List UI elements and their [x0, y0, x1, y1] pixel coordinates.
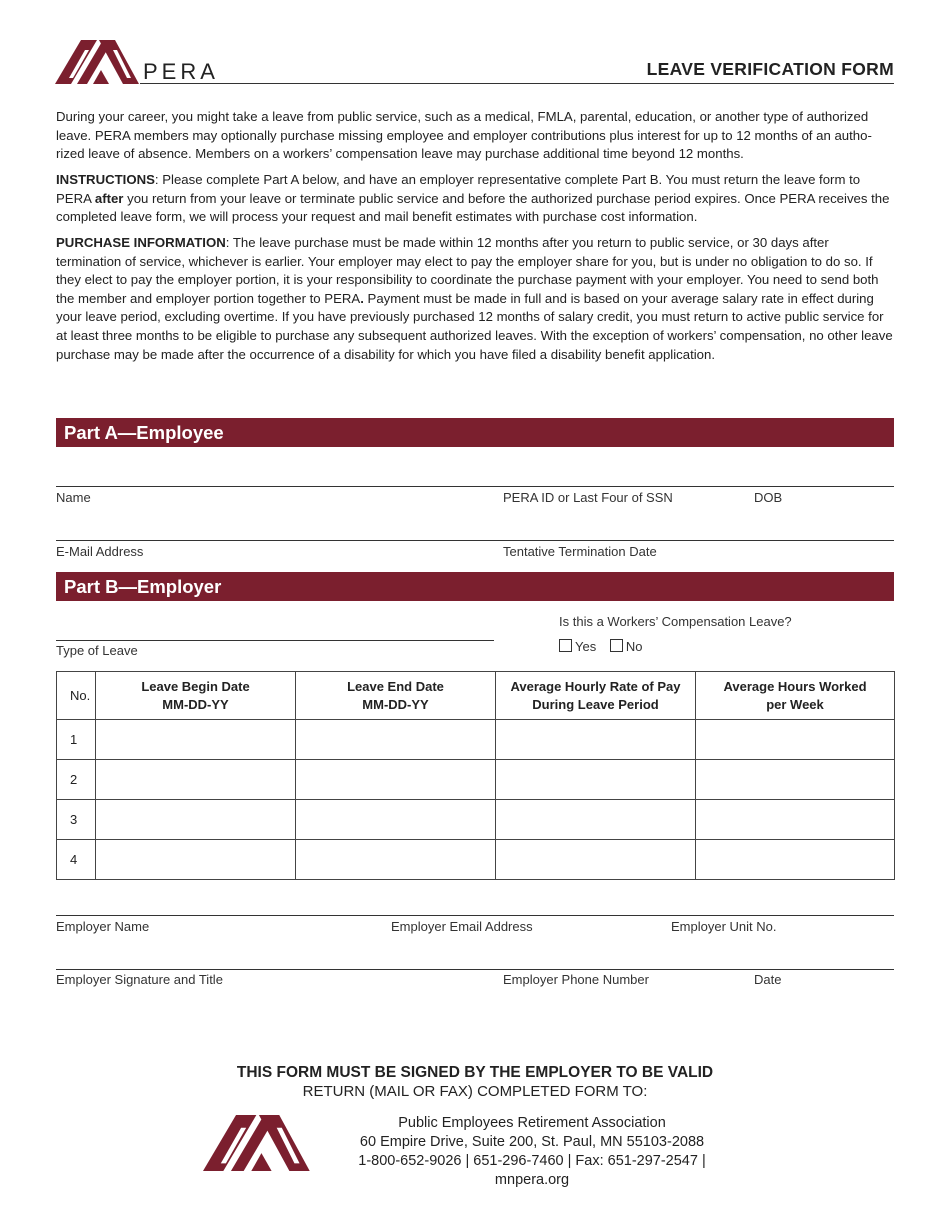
workers-comp-question: Is this a Workers’ Compensation Leave?: [559, 614, 792, 629]
end-date-cell[interactable]: [296, 760, 496, 800]
header-rule: [140, 83, 894, 84]
org-name: Public Employees Retirement Association: [398, 1115, 666, 1131]
table-row: [57, 800, 895, 840]
purchase-paragraph: PURCHASE INFORMATION: The leave purchase must be made within 12 months after you return to public service, or 30 days after termination of service, whichever is earlier. Your employer may elect to pay the employer share for you, but is under no obligation to do so. If they elect to pay the employer portion, it is your responsibility to coordinate the purchase payment with your employer. You need to send both the member and employer portion together to PERA. Payment must be made in full and is based on your average salary rate in effect during your leave period, excluding overtime. If you have previously purchased 12 months of salary credit, you must return to active public service for at least three months to be eligible to purchase any subsequent authorized leaves. With the exception of workers’ compensation, no other leave purchase may be made after the occurrence of a disability for which you have filed a disability benefit application.: [56, 235, 893, 362]
yes-checkbox[interactable]: [559, 639, 572, 652]
hourly-rate-cell[interactable]: [496, 840, 696, 880]
end-date-cell[interactable]: [296, 840, 496, 880]
instructions-label: INSTRUCTIONS: [56, 172, 155, 187]
row-number: 4: [57, 840, 96, 880]
part-b-header: Part B—Employer: [56, 572, 894, 601]
logo-wordmark: PERA: [143, 59, 219, 84]
col-end-header: Leave End Date MM-DD-YY: [296, 672, 496, 720]
hours-cell[interactable]: [696, 760, 895, 800]
name-field[interactable]: [56, 486, 894, 487]
part-a-header: Part A—Employee: [56, 418, 894, 447]
signature-label: Employer Signature and Title: [56, 972, 223, 987]
must-sign-notice: THIS FORM MUST BE SIGNED BY THE EMPLOYER TO BE VALID: [236, 1064, 714, 1081]
hourly-rate-cell[interactable]: [496, 720, 696, 760]
end-date-cell[interactable]: [296, 800, 496, 840]
pera-id-label: PERA ID or Last Four of SSN: [503, 490, 673, 505]
col-begin-header: Leave Begin Date MM-DD-YY: [96, 672, 296, 720]
hours-cell[interactable]: [696, 800, 895, 840]
begin-date-cell[interactable]: [96, 720, 296, 760]
name-label: Name: [56, 490, 91, 505]
no-checkbox[interactable]: [610, 639, 623, 652]
termination-date-label: Tentative Termination Date: [503, 544, 657, 559]
hours-cell[interactable]: [696, 720, 895, 760]
end-date-cell[interactable]: [296, 720, 496, 760]
dob-label: DOB: [754, 490, 783, 505]
pera-logo-icon: [203, 1112, 311, 1174]
table-row: [57, 760, 895, 800]
begin-date-cell[interactable]: [96, 840, 296, 880]
hourly-rate-cell[interactable]: [496, 760, 696, 800]
pera-logo-icon: [55, 38, 140, 86]
employer-name-field[interactable]: [56, 915, 894, 916]
row-number: 3: [57, 800, 96, 840]
hourly-rate-cell[interactable]: [496, 800, 696, 840]
employer-email-label: Employer Email Address: [391, 919, 533, 934]
email-field[interactable]: [56, 540, 894, 541]
table-row: [57, 840, 895, 880]
col-no-header: No.: [57, 672, 96, 720]
footer-address-block: [322, 1114, 742, 1190]
type-of-leave-field[interactable]: [56, 640, 494, 641]
begin-date-cell[interactable]: [96, 800, 296, 840]
employer-name-label: Employer Name: [56, 919, 150, 934]
org-contact: 1-800-652-9026 | 651-296-7460 | Fax: 651-297-2547 | mnpera.org: [358, 1153, 706, 1188]
signature-field[interactable]: [56, 969, 894, 970]
purchase-label: PURCHASE INFORMATION: [56, 235, 226, 250]
col-rate-header: Average Hourly Rate of Pay During Leave Period: [496, 672, 696, 720]
intro-paragraph: During your career, you might take a leave from public service, such as a medical, FMLA, parental, education, or another type of authorized leave. PERA members may optionally purchase missing employee and employer contributions plus interest for up to 12 months of an autho-rized leave of absence. Members on a workers’ compensation leave may purchase additional time beyond 12 months.: [56, 109, 872, 162]
begin-date-cell[interactable]: [96, 760, 296, 800]
hours-cell[interactable]: [696, 840, 895, 880]
row-number: 1: [57, 720, 96, 760]
employer-unit-label: Employer Unit No.: [671, 919, 777, 934]
table-header-row: [57, 672, 895, 720]
org-address: 60 Empire Drive, Suite 200, St. Paul, MN 55103-2088: [359, 1134, 705, 1150]
no-label: No: [625, 639, 643, 654]
col-hours-header: Average Hours Worked per Week: [696, 672, 895, 720]
form-title: LEAVE VERIFICATION FORM: [646, 59, 894, 79]
email-label: E-Mail Address: [56, 544, 144, 559]
phone-label: Employer Phone Number: [503, 972, 649, 987]
return-to-heading: RETURN (MAIL OR FAX) COMPLETED FORM TO:: [302, 1083, 648, 1100]
yes-label: Yes: [575, 639, 597, 654]
date-label: Date: [754, 972, 782, 987]
workers-comp-options: [559, 639, 642, 654]
instructions-paragraph: INSTRUCTIONS: Please complete Part A below, and have an employer representative complete Part B. You must return the leave form to PERA after you return from your leave or terminate public service and before the authorized purchase period expires. Once PERA receives the completed leave form, we will process your request and mail benefit estimates with purchase cost information.: [56, 172, 890, 225]
table-row: [57, 720, 895, 760]
type-of-leave-label: Type of Leave: [56, 643, 138, 658]
leave-periods-table: [56, 671, 895, 880]
row-number: 2: [57, 760, 96, 800]
